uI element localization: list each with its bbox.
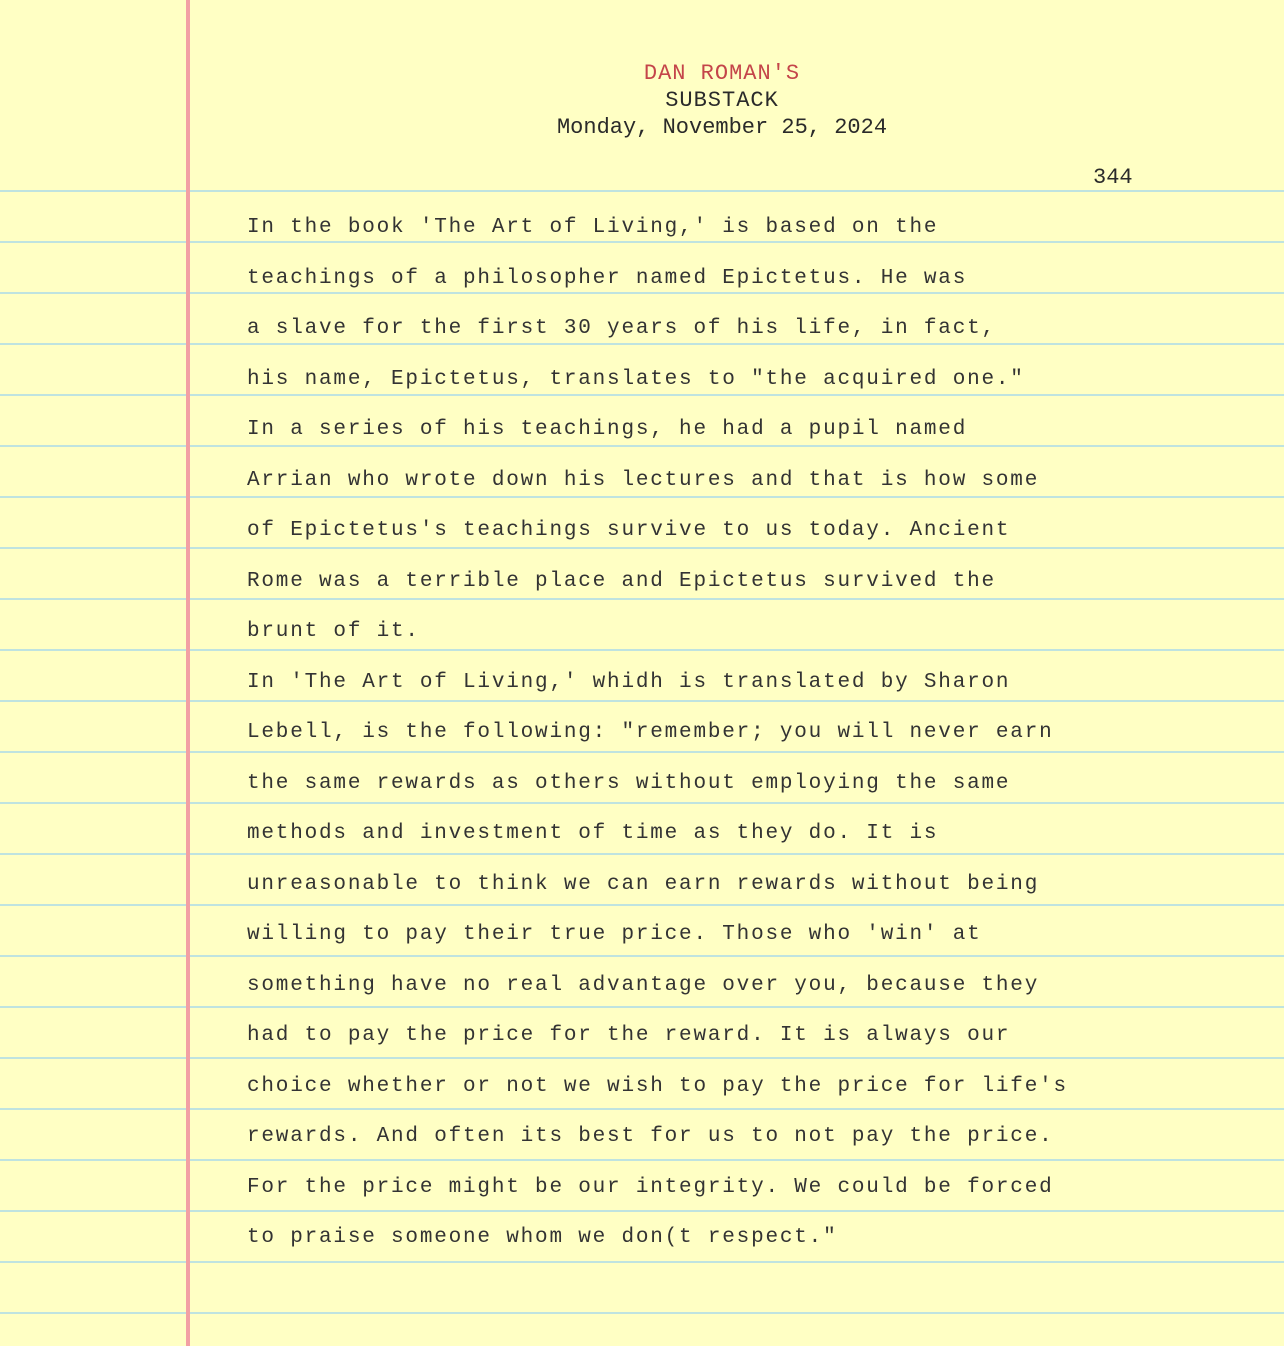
text-line: In the book 'The Art of Living,' is based on the — [247, 216, 939, 239]
text-line: a slave for the first 30 years of his life, in fact, — [247, 317, 996, 340]
publication-name: SUBSTACK — [665, 88, 779, 113]
text-line: For the price might be our integrity. We could be forced — [247, 1175, 1054, 1199]
text-line: In a series of his teachings, he had a pupil named — [247, 418, 968, 441]
page-number: 344 — [1093, 165, 1133, 190]
text-line: teachings of a philosopher named Epictetus. He was — [247, 266, 968, 290]
text-line: rewards. And often its best for us to not pay the price. — [247, 1125, 1054, 1148]
text-line: Arrian who wrote down his lectures and that is how some — [247, 468, 1040, 492]
text-line: brunt of it. — [247, 620, 420, 643]
text-line: In 'The Art of Living,' whidh is translated by Sharon — [247, 670, 1011, 694]
text-line: choice whether or not we wish to pay the price for life's — [247, 1074, 1068, 1098]
text-line: of Epictetus's teachings survive to us today. Ancient — [247, 519, 1011, 542]
body-text — [247, 206, 1267, 1267]
text-line: methods and investment of time as they do. It is — [247, 822, 939, 845]
text-line: willing to pay their true price. Those who 'win' at — [247, 923, 982, 946]
text-line: had to pay the price for the reward. It is always our — [247, 1024, 1011, 1047]
page-header — [0, 60, 1284, 141]
text-line: Rome was a terrible place and Epictetus survived the — [247, 569, 996, 593]
post-date: Monday, November 25, 2024 — [556, 115, 888, 140]
text-line: the same rewards as others without employing the same — [247, 771, 1011, 795]
text-line: to praise someone whom we don(t respect." — [247, 1226, 838, 1249]
margin-line — [186, 0, 190, 1346]
author-name: DAN ROMAN'S — [643, 61, 801, 86]
text-line: something have no real advantage over you, because they — [247, 973, 1040, 997]
text-line: his name, Epictetus, translates to "the acquired one." — [247, 367, 1025, 391]
text-line: Lebell, is the following: "remember; you will never earn — [247, 721, 1054, 744]
text-line: unreasonable to think we can earn rewards without being — [247, 872, 1040, 896]
